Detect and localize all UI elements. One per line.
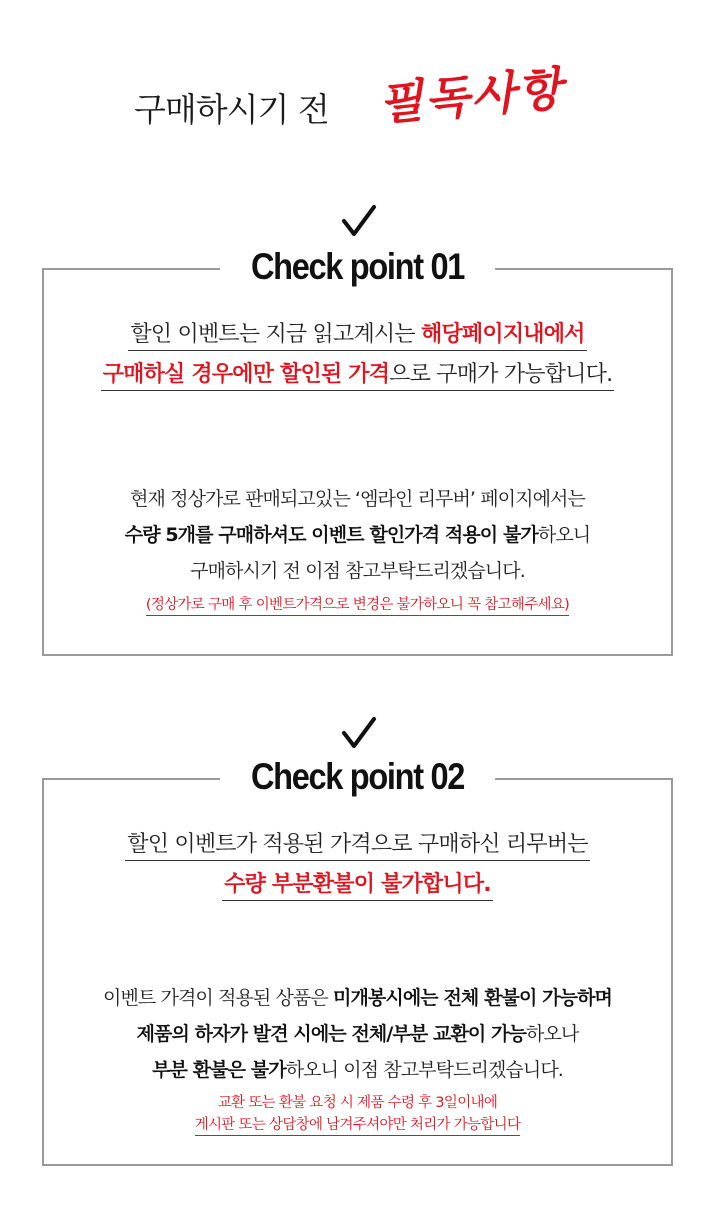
checkmark-icon bbox=[341, 716, 377, 750]
lead-line-2-highlight: 구매하실 경우에만 할인된 가격 bbox=[102, 362, 390, 387]
checkmark-icon bbox=[341, 204, 377, 238]
body-line-2-bold: 제품의 하자가 발견 시에는 전체/부분 교환이 가능 bbox=[136, 1023, 527, 1045]
lead-line-2 bbox=[101, 360, 615, 391]
check-point-02-note bbox=[44, 1092, 671, 1136]
lead-line-2-plain: 으로 구매가 가능합니다. bbox=[389, 362, 613, 387]
body-line-2-plain: 하오니 bbox=[537, 524, 591, 546]
check-point-02-heading: Check point 02 bbox=[250, 756, 465, 797]
body-line-2-plain: 하오나 bbox=[526, 1023, 579, 1045]
title-plain: 구매하시기 전 bbox=[134, 90, 329, 129]
check-point-01-note bbox=[44, 594, 671, 616]
check-point-02-box bbox=[42, 756, 673, 1166]
body-line-1-bold: 미개봉시에는 전체 환불이 가능하며 bbox=[333, 987, 612, 1009]
page-title bbox=[0, 58, 720, 148]
check-point-01-heading: Check point 01 bbox=[250, 246, 465, 287]
note-text: (정상가로 구매 후 이벤트가격으로 변경은 불가하오니 꼭 참고해주세요) bbox=[146, 596, 569, 616]
body-line-3 bbox=[44, 1052, 671, 1088]
lead-line-1-plain: 할인 이벤트는 지금 읽고계시는 bbox=[130, 322, 422, 347]
body-line-2 bbox=[44, 1016, 671, 1052]
body-line-1 bbox=[44, 980, 671, 1016]
body-line-3-bold: 부분 환불은 불가 bbox=[152, 1059, 286, 1081]
note-line-1: 교환 또는 환불 요청 시 제품 수령 후 3일이내에 bbox=[217, 1095, 498, 1111]
body-line-1: 현재 정상가로 판매되고있는 ‘엠라인 리무버’ 페이지에서는 bbox=[130, 488, 585, 510]
check-point-02-lead bbox=[44, 830, 671, 910]
lead-line-1-highlight: 해당페이지내에서 bbox=[421, 322, 585, 347]
check-point-01-box bbox=[42, 246, 673, 656]
body-line-1-plain: 이벤트 가격이 적용된 상품은 bbox=[103, 987, 334, 1009]
lead-line-1: 할인 이벤트가 적용된 가격으로 구매하신 리무버는 bbox=[125, 830, 589, 861]
body-line-2-bold: 수량 5개를 구매하셔도 이벤트 할인가격 적용이 불가 bbox=[124, 524, 538, 546]
lead-line-2-highlight: 수량 부분환불이 불가합니다. bbox=[224, 872, 491, 897]
check-point-01-body bbox=[44, 481, 671, 589]
title-accent: 필독사항 bbox=[376, 60, 567, 131]
check-point-02-body bbox=[44, 980, 671, 1088]
body-line-2 bbox=[44, 517, 671, 553]
lead-line-1 bbox=[128, 320, 586, 351]
lead-line-2 bbox=[222, 870, 493, 901]
body-line-3-plain: 하오니 이점 참고부탁드리겠습니다. bbox=[285, 1059, 563, 1081]
body-line-3: 구매하시기 전 이점 참고부탁드리겠습니다. bbox=[190, 560, 525, 582]
note-line-2: 게시판 또는 상담창에 남겨주셔야만 처리가 가능합니다 bbox=[195, 1116, 521, 1136]
check-point-01-lead bbox=[44, 320, 671, 400]
